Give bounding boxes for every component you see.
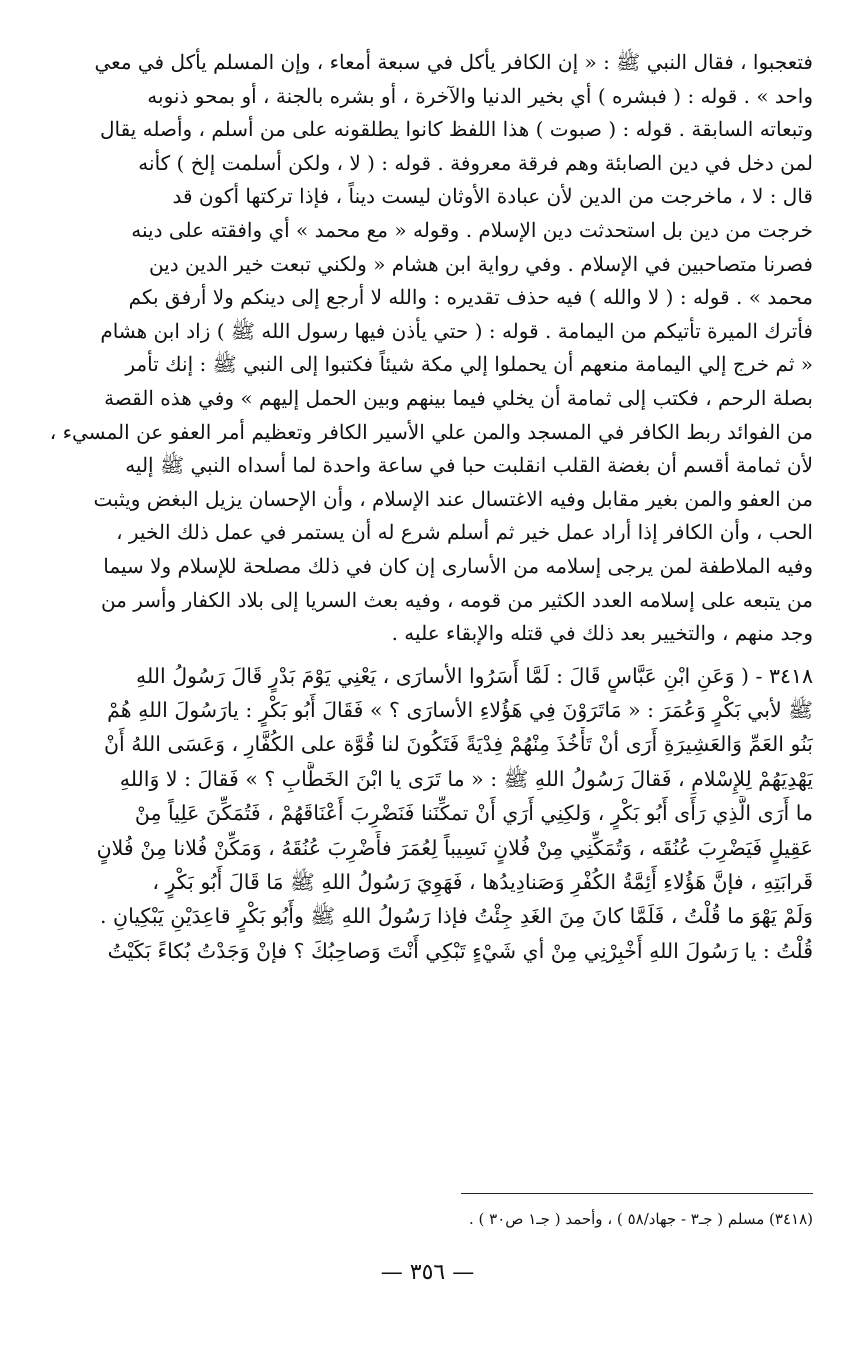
commentary-line: وجد منهم ، والتخيير بعد ذلك في قتله والإبقاء عليه .	[391, 621, 813, 646]
commentary-line: محمد » . قوله : ( لا والله ) فيه حذف تقديره : والله لا أرجع إلى دينكم ولا أرفق بكم	[128, 285, 813, 310]
commentary-line: بصلة الرحم ، فكتب إلى ثمامة أن يخلي فيما بينهم وبين الحمل إليهم » وفي هذه القصة	[104, 385, 813, 410]
commentary-line: من العفو والمن بغير مقابل وفيه الاغتسال عند الإسلام ، وأن الإحسان يزيل البغض ويثبت	[93, 486, 813, 511]
hadith-line: ما أَرَى الَّذِي رَأَى أَبُو بَكْرٍ ، وَلكِنِي أَرَي أَنْ تمكِّنَنا فَنَضْرِبَ أَعْنَاقَهُمْ ، فَتُمَكِّنَ عَلِياً مِنْ	[134, 801, 813, 826]
commentary-line: فصرنا متصاحبين في الإسلام . وفي رواية ابن هشام « ولكني تبعت خير الدين دين	[148, 251, 813, 276]
footnote: (٣٤١٨) مسلم ( جـ٣ - جهاد/٥٨ ) ، وأحمد ( جـ١ ص٣٠ ) .	[469, 1210, 813, 1228]
commentary-line: فأترك الميرة تأتيكم من اليمامة . قوله : ( حتي يأذن فيها رسول الله ﷺ ) زاد ابن هشام	[100, 318, 813, 343]
hadith-line: قُلْتُ : يا رَسُولَ اللهِ أَخْبِرْنِي مِنْ أي شَيْءٍ تَبْكِي أَنْتَ وَصاحِبُكَ ؟ فإنْ وَجَدْتُ بُكاءً بَكَيْتُ	[107, 938, 813, 963]
hadith-block	[36, 659, 813, 969]
commentary-line: لمن دخل في دين الصابئة وهم فرقة معروفة . قوله : ( لا ، ولكن أسلمت إلخ ) كأنه	[138, 150, 813, 175]
hadith-line: بَنُو العَمِّ وَالعَشِيرَةِ أَرَى أنْ تَأْخُذَ مِنْهُمْ فِدْيَةً فَتَكُونَ لنا قُوَّة على الكُفَّارِ ، وَعَسَى اللهُ أَنْ	[103, 732, 813, 757]
commentary-line: من يتبعه على إسلامه العدد الكثير من قومه ، وفيه بعث السريا إلى بلاد الكفار وأسر من	[100, 587, 813, 612]
commentary-line: وتبعاته السابقة . قوله : ( صبوت ) هذا اللفظ كانوا يطلقونه على من أسلم ، وأصله يقال	[99, 117, 813, 142]
hadith-line: ﷺ لأبي بَكْرٍ وَعُمَرَ : « مَاتَرَوْنَ فِي هَؤُلاءِ الأسارَى ؟ » فَقَالَ أَبُو بَكْرٍ : يارَسُولَ اللهِ هُمْ	[107, 698, 813, 723]
commentary-line: لأن ثمامة أقسم أن بغضة القلب انقلبت حبا في ساعة واحدة لما أسداه النبي ﷺ إليه	[125, 453, 813, 478]
hadith-line: يَهْدِيَهُمْ لِلإِسْلامِ ، فَقالَ رَسُولُ اللهِ ﷺ : « ما تَرَى يا ابْنَ الخَطَّابِ ؟ » فَقالَ : لا وَاللهِ	[119, 766, 813, 791]
commentary-line: « ثم خرج إلي اليمامة منعهم أن يحملوا إلي مكة شيئاً فكتبوا إلى النبي ﷺ : إنك تأمر	[125, 352, 813, 377]
hadith-line: ٣٤١٨ - ( وَعَنِ ابْنِ عَبَّاسٍ قَالَ : لَمَّا أَسَرُوا الأسارَى ، يَعْنِي يَوْمَ بَدْرٍ قَالَ رَسُولُ اللهِ	[136, 663, 813, 688]
hadith-line: قَرابَتِهِ ، فإنَّ هَؤُلاءِ أَئِمَّةُ الكُفْرِ وَصَنادِيدُها ، فَهَوِيَ رَسُولُ اللهِ ﷺ مَا قَالَ أَبُو بَكْرٍ ،	[152, 870, 813, 895]
commentary-line: واحد » . قوله : ( فبشره ) أي بخير الدنيا والآخرة ، أو بشره بالجنة ، أو بمحو ذنوبه	[147, 83, 813, 108]
commentary-line: قال : لا ، ماخرجت من الدين لأن عبادة الأوثان ليست ديناً ، فإذا تركتها أكون قد	[172, 184, 813, 209]
page-number: — ٣٥٦ —	[380, 1260, 475, 1285]
footnote-divider	[461, 1193, 813, 1194]
commentary-line: فتعجبوا ، فقال النبي ﷺ : « إن الكافر يأكل في سبعة أمعاء ، وإن المسلم يأكل في معي	[94, 50, 813, 74]
commentary-line: الحب ، وأن الكافر إذا أراد عمل خير ثم أسلم شرع له أن يستمر في عمل ذلك الخير ،	[116, 520, 813, 545]
commentary-line: خرجت من دين بل استحدثت دين الإسلام . وقوله « مع محمد » أي وافقته على دينه	[131, 217, 813, 242]
commentary-block	[36, 46, 813, 651]
commentary-line: وفيه الملاطفة لمن يرجى إسلامه من الأسارى إن كان في ذلك مصلحة للإسلام ولا سيما	[103, 553, 813, 578]
hadith-line: وَلَمْ يَهْوَ ما قُلْتُ ، فَلَمَّا كانَ مِنَ الغَدِ جِئْتُ فإذا رَسُولُ اللهِ ﷺ وأَبُو بَكْرٍ قاعِدَيْنِ يَبْكِيانِ .	[99, 904, 813, 929]
commentary-line: من الفوائد ربط الكافر في المسجد والمن علي الأسير الكافر وتعظيم أمر العفو عن المسيء ،	[49, 419, 813, 444]
hadith-line: عَقِيلٍ فَيَضْرِبَ عُنُقَه ، وَتُمَكِّنِي مِنْ فُلانٍ نَسِيباً لِعُمَرَ فأَضْرِبَ عُنُقَهُ ، وَمَكِّنْ فُلانا مِنْ فُلانٍ	[96, 835, 813, 860]
